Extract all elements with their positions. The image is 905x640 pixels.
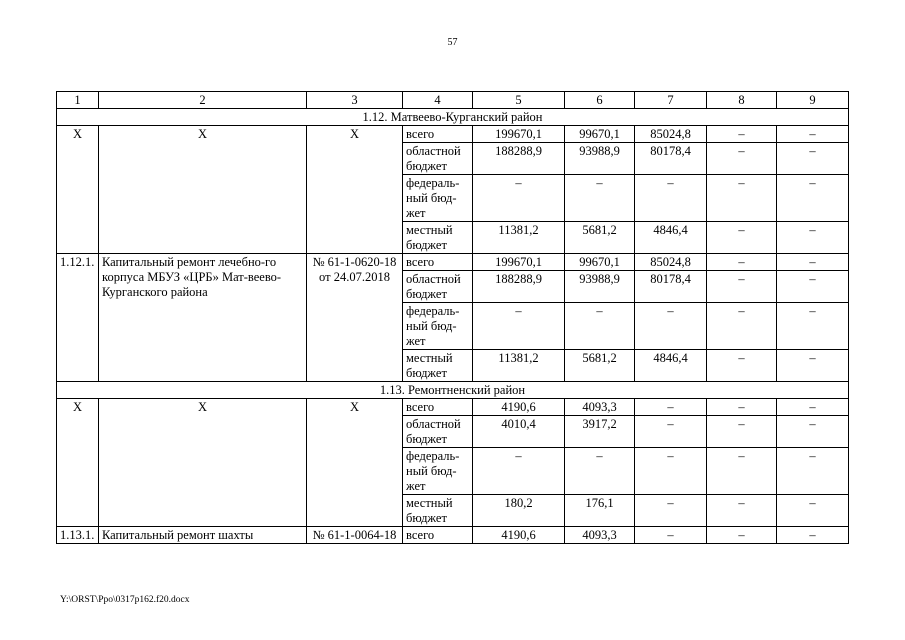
amount-cell: – xyxy=(707,350,777,382)
amount-cell: 5681,2 xyxy=(565,222,635,254)
column-header: 6 xyxy=(565,92,635,109)
budget-table xyxy=(56,91,849,544)
funding-source: местный бюджет xyxy=(403,222,473,254)
item-document: Х xyxy=(307,399,403,527)
item-name: Капитальный ремонт лечебно-го корпуса МБУЗ «ЦРБ» Мат-веево-Курганского района xyxy=(99,254,307,382)
amount-cell: 80178,4 xyxy=(635,143,707,175)
amount-cell: 188288,9 xyxy=(473,143,565,175)
amount-cell: – xyxy=(565,303,635,350)
funding-source: местный бюджет xyxy=(403,495,473,527)
funding-source: местный бюджет xyxy=(403,350,473,382)
table-row xyxy=(57,399,849,416)
funding-source: федераль-ный бюд-жет xyxy=(403,175,473,222)
section-title: 1.12. Матвеево-Курганский район xyxy=(57,109,849,126)
column-header: 3 xyxy=(307,92,403,109)
amount-cell: – xyxy=(777,175,849,222)
amount-cell: 4846,4 xyxy=(635,222,707,254)
amount-cell: – xyxy=(777,399,849,416)
amount-cell: – xyxy=(707,175,777,222)
table-row xyxy=(57,254,849,271)
amount-cell: – xyxy=(777,271,849,303)
amount-cell: – xyxy=(707,254,777,271)
amount-cell: – xyxy=(707,143,777,175)
item-number: 1.12.1. xyxy=(57,254,99,382)
item-number: Х xyxy=(57,399,99,527)
amount-cell: – xyxy=(565,175,635,222)
amount-cell: 188288,9 xyxy=(473,271,565,303)
amount-cell: 93988,9 xyxy=(565,271,635,303)
amount-cell: – xyxy=(777,350,849,382)
column-header: 5 xyxy=(473,92,565,109)
funding-source: всего xyxy=(403,527,473,544)
amount-cell: 176,1 xyxy=(565,495,635,527)
amount-cell: – xyxy=(777,126,849,143)
amount-cell: – xyxy=(777,416,849,448)
amount-cell: 85024,8 xyxy=(635,254,707,271)
amount-cell: 4190,6 xyxy=(473,399,565,416)
column-header: 7 xyxy=(635,92,707,109)
amount-cell: 199670,1 xyxy=(473,126,565,143)
amount-cell: – xyxy=(707,126,777,143)
amount-cell: – xyxy=(473,448,565,495)
item-name: Х xyxy=(99,399,307,527)
amount-cell: – xyxy=(707,303,777,350)
funding-source: областной бюджет xyxy=(403,416,473,448)
amount-cell: – xyxy=(777,222,849,254)
amount-cell: 4846,4 xyxy=(635,350,707,382)
file-path: Y:\ORST\Ppo\0317p162.f20.docx xyxy=(60,595,190,605)
amount-cell: – xyxy=(707,448,777,495)
item-name: Капитальный ремонт шахты xyxy=(99,527,307,544)
amount-cell: – xyxy=(777,303,849,350)
column-header: 2 xyxy=(99,92,307,109)
amount-cell: – xyxy=(473,175,565,222)
amount-cell: – xyxy=(777,254,849,271)
table-row xyxy=(57,527,849,544)
column-header: 4 xyxy=(403,92,473,109)
item-number: Х xyxy=(57,126,99,254)
funding-source: областной бюджет xyxy=(403,271,473,303)
page-number: 57 xyxy=(447,37,458,48)
section-row xyxy=(57,382,849,399)
amount-cell: – xyxy=(777,495,849,527)
amount-cell: 5681,2 xyxy=(565,350,635,382)
item-document: № 61-1-0620-18 от 24.07.2018 xyxy=(307,254,403,382)
amount-cell: 11381,2 xyxy=(473,222,565,254)
amount-cell: 199670,1 xyxy=(473,254,565,271)
amount-cell: – xyxy=(635,527,707,544)
amount-cell: – xyxy=(707,271,777,303)
amount-cell: – xyxy=(707,495,777,527)
amount-cell: – xyxy=(777,143,849,175)
amount-cell: – xyxy=(565,448,635,495)
header-row xyxy=(57,92,849,109)
section-title: 1.13. Ремонтненский район xyxy=(57,382,849,399)
amount-cell: 99670,1 xyxy=(565,254,635,271)
amount-cell: 180,2 xyxy=(473,495,565,527)
funding-source: федераль-ный бюд-жет xyxy=(403,303,473,350)
amount-cell: 11381,2 xyxy=(473,350,565,382)
amount-cell: – xyxy=(707,222,777,254)
funding-source: всего xyxy=(403,254,473,271)
item-name: Х xyxy=(99,126,307,254)
amount-cell: 85024,8 xyxy=(635,126,707,143)
amount-cell: – xyxy=(707,527,777,544)
amount-cell: 4190,6 xyxy=(473,527,565,544)
funding-source: областной бюджет xyxy=(403,143,473,175)
amount-cell: – xyxy=(635,175,707,222)
amount-cell: 3917,2 xyxy=(565,416,635,448)
amount-cell: – xyxy=(777,448,849,495)
column-header: 9 xyxy=(777,92,849,109)
item-document: Х xyxy=(307,126,403,254)
amount-cell: – xyxy=(635,448,707,495)
item-number: 1.13.1. xyxy=(57,527,99,544)
item-document: № 61-1-0064-18 xyxy=(307,527,403,544)
amount-cell: – xyxy=(635,399,707,416)
funding-source: всего xyxy=(403,126,473,143)
amount-cell: 4010,4 xyxy=(473,416,565,448)
amount-cell: 93988,9 xyxy=(565,143,635,175)
amount-cell: – xyxy=(707,399,777,416)
amount-cell: 80178,4 xyxy=(635,271,707,303)
funding-source: федераль-ный бюд-жет xyxy=(403,448,473,495)
amount-cell: – xyxy=(473,303,565,350)
amount-cell: – xyxy=(707,416,777,448)
column-header: 8 xyxy=(707,92,777,109)
funding-source: всего xyxy=(403,399,473,416)
section-row xyxy=(57,109,849,126)
amount-cell: 4093,3 xyxy=(565,527,635,544)
amount-cell: – xyxy=(777,527,849,544)
amount-cell: – xyxy=(635,416,707,448)
amount-cell: – xyxy=(635,303,707,350)
column-header: 1 xyxy=(57,92,99,109)
amount-cell: 4093,3 xyxy=(565,399,635,416)
table-row xyxy=(57,126,849,143)
amount-cell: 99670,1 xyxy=(565,126,635,143)
amount-cell: – xyxy=(635,495,707,527)
